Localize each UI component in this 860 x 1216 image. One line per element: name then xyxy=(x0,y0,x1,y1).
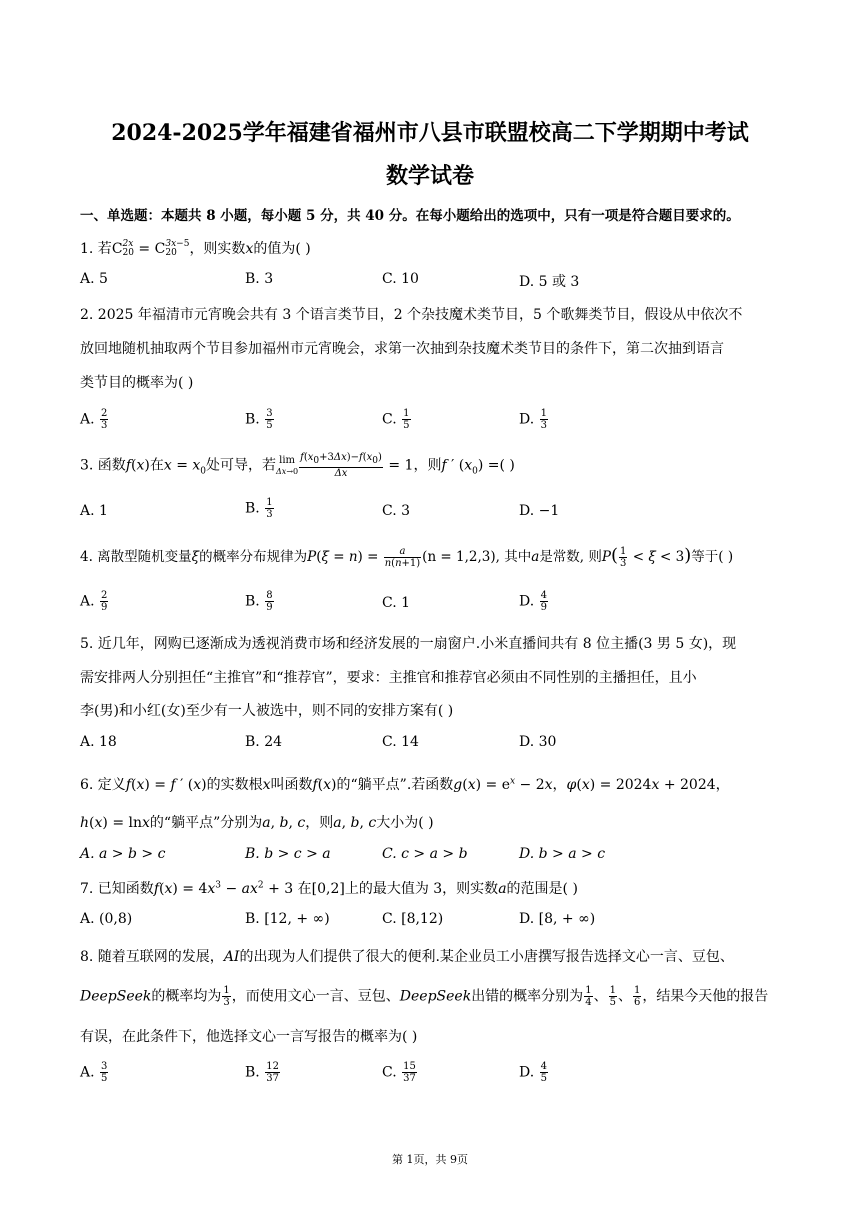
q4-option-c[interactable]: C. 1 xyxy=(382,595,411,611)
q7-option-b[interactable]: B. [12, + ∞) xyxy=(245,911,330,927)
q7-option-c[interactable]: C. [8,12) xyxy=(382,911,444,927)
question-2-line-3: 类节目的概率为( ) xyxy=(80,375,194,391)
page-footer: 第 1页，共 9页 xyxy=(392,1153,468,1166)
q8-option-b[interactable]: B. $\frac{12}{37}$ xyxy=(245,1061,279,1084)
question-8-line-1: 8. 随着互联网的发展，AI的出现为人们提供了很大的便利.某企业员工小唐撰写报告选择文心一言、豆包、 xyxy=(80,949,734,965)
q4-option-b[interactable]: B. $\frac{8}{9}$ xyxy=(245,590,273,613)
question-5-line-2: 需安排两人分别担任“主推官”和“推荐官”，要求：主推官和推荐官必须由不同性别的主播担任，且小 xyxy=(80,670,697,686)
q3-option-c[interactable]: C. 3 xyxy=(382,503,411,519)
q1-option-c[interactable]: C. 10 xyxy=(382,271,419,287)
q4-option-a[interactable]: A. $\frac{2}{9}$ xyxy=(80,590,108,613)
q1-option-d[interactable]: D. 5 或 3 xyxy=(519,274,580,290)
q8-option-a[interactable]: A. $\frac{3}{5}$ xyxy=(80,1061,108,1084)
q5-option-c[interactable]: C. 14 xyxy=(382,734,419,750)
q5-option-b[interactable]: B. 24 xyxy=(245,734,283,750)
q6-option-b[interactable]: B. b > c > a xyxy=(245,846,331,862)
question-5-line-1: 5. 近几年，网购已逐渐成为透视消费市场和经济发展的一扇窗户.小米直播间共有 8 位主播(3 男 5 女)，现 xyxy=(80,636,737,652)
question-7: 7. 已知函数$f(x) = 4x^3 - ax^2 + 3$ 在[0,2]上的最大值为 3，则实数a的范围是( ) xyxy=(80,880,578,897)
q3-option-a[interactable]: A. 1 xyxy=(80,503,108,519)
question-1: 1. 若C2x 20 = C3x−5 20 ，则实数x的值为( ) xyxy=(80,239,311,258)
q4-option-d[interactable]: D. $\frac{4}{9}$ xyxy=(519,590,548,613)
question-3: 3. 函数f(x)在$x = x_0$处可导，若 lim Δx→0 $\frac{f(x_0+3\Delta x)-f(x_0)}{\Delta x}$ = 1，则f ′ $(x_0)$ =( ) xyxy=(80,452,515,479)
question-6-line-2: h(x) = lnx的“躺平点”分别为a, b, c，则a, b, c大小为( ) xyxy=(80,815,434,831)
q7-option-a[interactable]: A. (0,8) xyxy=(80,911,133,927)
q8-option-c[interactable]: C. $\frac{15}{37}$ xyxy=(382,1061,416,1084)
q8-option-d[interactable]: D. $\frac{4}{5}$ xyxy=(519,1061,548,1084)
q2-option-b[interactable]: B. $\frac{3}{5}$ xyxy=(245,408,273,431)
q2-option-a[interactable]: A. $\frac{2}{3}$ xyxy=(80,408,108,431)
q2-option-d[interactable]: D. $\frac{1}{3}$ xyxy=(519,408,548,431)
q5-option-d[interactable]: D. 30 xyxy=(519,734,557,750)
question-2-line-1: 2. 2025 年福清市元宵晚会共有 3 个语言类节目，2 个杂技魔术类节目，5 个歌舞类节目，假设从中依次不 xyxy=(80,307,743,323)
exam-subtitle: 数学试卷 xyxy=(385,163,474,189)
q1-option-a[interactable]: A. 5 xyxy=(80,271,108,287)
question-2-line-2: 放回地随机抽取两个节目参加福州市元宵晚会，求第一次抽到杂技魔术类节目的条件下，第二次抽到语言 xyxy=(80,341,724,357)
section-heading: 一、单选题：本题共 8 小题，每小题 5 分，共 40 分。在每小题给出的选项中，只有一项是符合题目要求的。 xyxy=(80,208,740,224)
q3-option-b[interactable]: B. $\frac{1}{3}$ xyxy=(245,497,273,520)
question-8-line-2: DeepSeek的概率均为 $\frac{1}{3}$ ，而使用文心一言、豆包、DeepSeek出错的概率分别为 $\frac{1}{4}$ 、 $\frac{1}{5}$ 、 $\frac{1}{6}$ ，结果今天他的报告 xyxy=(80,985,769,1008)
question-4: 4. 离散型随机变量ξ的概率分布规律为P(ξ = n) = $\frac{a}{n(n+1)}$ (n = 1,2,3), 其中a是常数, 则P( $\frac{1}{3}$ < ξ < 3)等于( ) xyxy=(80,545,734,569)
q6-option-d[interactable]: D. b > a > c xyxy=(519,846,606,862)
exam-title: 2024-2025学年福建省福州市八县市联盟校高二下学期期中考试 xyxy=(111,120,749,146)
question-5-line-3: 李(男)和小红(女)至少有一人被选中，则不同的安排方案有( ) xyxy=(80,703,454,719)
q2-option-c[interactable]: C. $\frac{1}{5}$ xyxy=(382,408,410,431)
q6-option-a[interactable]: A. a > b > c xyxy=(80,846,166,862)
q7-option-d[interactable]: D. [8, + ∞) xyxy=(519,911,596,927)
q3-option-d[interactable]: D. −1 xyxy=(519,503,560,519)
q6-option-c[interactable]: C. c > a > b xyxy=(382,846,468,862)
q1-option-b[interactable]: B. 3 xyxy=(245,271,274,287)
q5-option-a[interactable]: A. 18 xyxy=(80,734,117,750)
question-8-line-3: 有误，在此条件下，他选择文心一言写报告的概率为( ) xyxy=(80,1029,418,1045)
question-6-line-1: 6. 定义f(x) = f ′ (x)的实数根x叫函数f(x)的“躺平点”.若函数$g(x) = e^x - 2x$，φ(x) = 2024x + 2024， xyxy=(80,776,730,793)
